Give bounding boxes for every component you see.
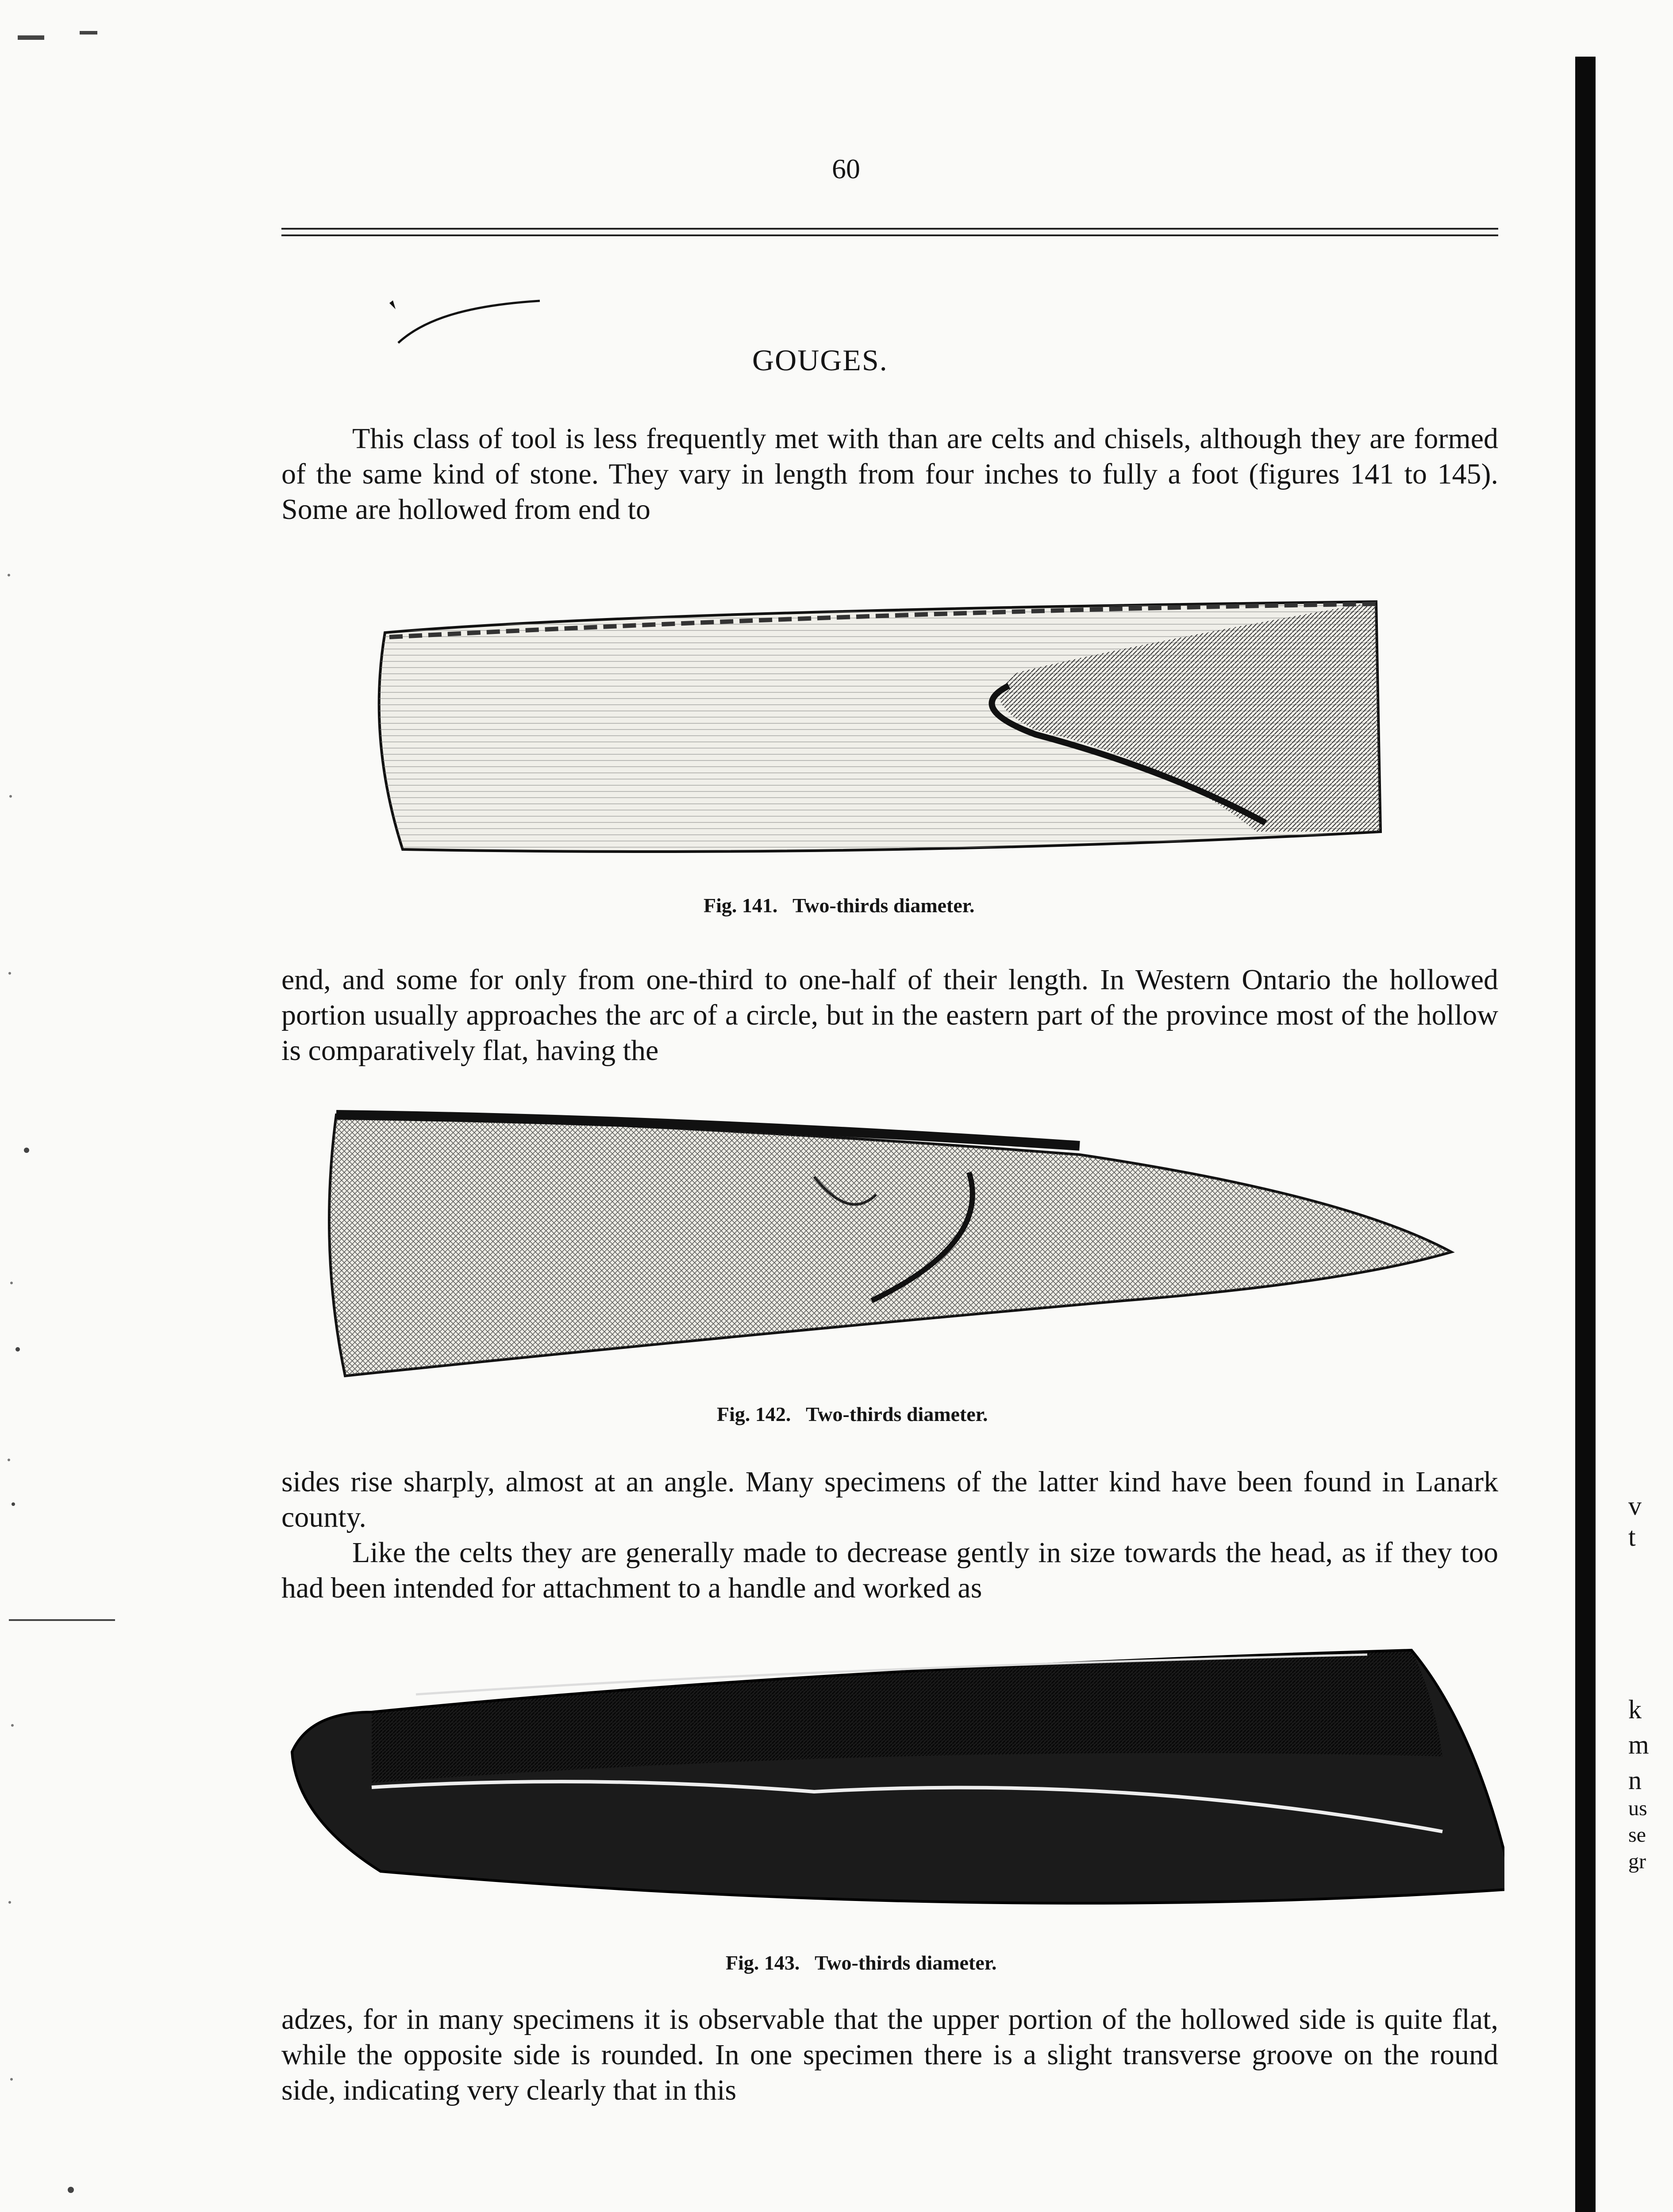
figure-142-label: Fig. 142. <box>717 1403 791 1425</box>
pen-mark <box>389 292 549 349</box>
figure-141 <box>283 584 1504 917</box>
paragraph-5: adzes, for in many specimens it is observable that the upper portion of the hollowed side is quite flat, while the opposite side is rounded. In one specimen there is a slight transverse groove on the round side, indicating very clearly that in this <box>281 2003 1498 2106</box>
gouge-illustration-141 <box>283 584 1504 885</box>
edge-fragment: us <box>1628 1797 1647 1820</box>
edge-fragment: t <box>1628 1522 1636 1551</box>
edge-fragment: m <box>1628 1730 1649 1759</box>
gouge-illustration-143 <box>283 1641 1504 1951</box>
edge-fragment: gr <box>1628 1850 1646 1873</box>
figure-143-caption <box>726 1951 1389 1974</box>
section-heading: GOUGES. <box>752 343 888 377</box>
paragraph-2: end, and some for only from one-third to one-half of their length. In Western Ontario the hollowed portion usually approaches the arc of a circle, but in the eastern part of the province most of the hollow is comparatively flat, having the <box>281 964 1498 1067</box>
figure-143 <box>283 1641 1504 1974</box>
figure-141-label: Fig. 141. <box>704 894 778 917</box>
gouge-illustration-142 <box>283 1106 1504 1398</box>
figure-141-caption-text: Two-thirds diameter. <box>792 894 975 917</box>
page-gutter-bar <box>1575 57 1596 2212</box>
edge-fragment: v <box>1628 1491 1642 1521</box>
paragraph-4: Like the celts they are generally made to decrease gently in size towards the head, as if they too had been intended for attachment to a handle and worked as <box>281 1536 1498 1604</box>
edge-fragment: se <box>1628 1823 1646 1847</box>
page-number: 60 <box>832 153 860 184</box>
paragraph-3: sides rise sharply, almost at an angle. Many specimens of the latter kind have been found in Lanark county. <box>281 1466 1498 1533</box>
figure-142 <box>283 1106 1504 1425</box>
header-rule-top <box>281 228 1498 230</box>
figure-142-caption <box>717 1402 1381 1426</box>
header-rule-bottom <box>281 234 1498 236</box>
edge-fragment: k <box>1628 1695 1642 1724</box>
figure-141-caption <box>704 894 1367 917</box>
figure-142-caption-text: Two-thirds diameter. <box>806 1403 988 1425</box>
paragraph-1: This class of tool is less frequently met with than are celts and chisels, although they are formed of the same kind of stone. They vary in length from four inches to fully a foot (figures 141 to 145). Some are hollowed from end to <box>281 422 1498 526</box>
figure-143-label: Fig. 143. <box>726 1951 800 1974</box>
figure-143-caption-text: Two-thirds diameter. <box>815 1951 997 1974</box>
margin-speckle <box>0 0 115 2212</box>
edge-fragment: n <box>1628 1766 1642 1795</box>
